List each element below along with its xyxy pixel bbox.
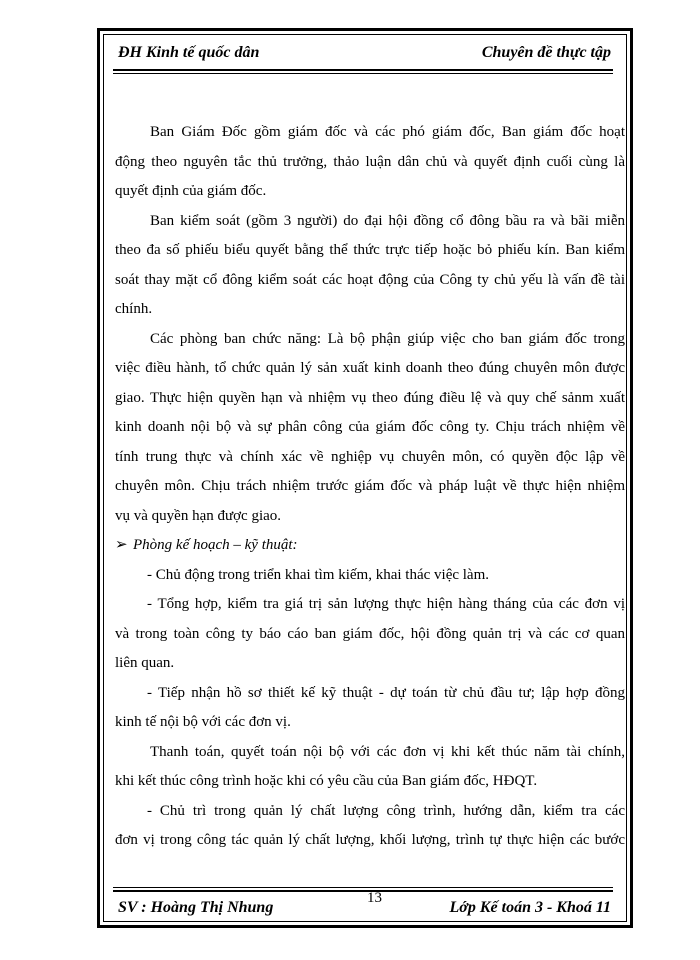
- text-line: liên quan.: [115, 655, 175, 671]
- text-line: chính.: [115, 301, 153, 317]
- text-line: Ban kiểm soát (gồm 3 người) do đại hội đồng cổ đông bầu ra và bãi miễn: [150, 212, 625, 229]
- text-line: giao. Thực hiện quyền hạn và nhiệm vụ theo đúng điều lệ và quy chế sảnm xuất: [115, 389, 625, 406]
- footer-rule-thin: [113, 887, 613, 888]
- text-line: tính trung thực và chính xác về nghiệp vụ chuyên môn, có quyền độc lập về: [115, 448, 625, 465]
- text-line: Thanh toán, quyết toán nội bộ với các đơn vị khi kết thúc năm tài chính,: [150, 743, 625, 760]
- text-line: kinh doanh nội bộ và sự phân công của giám đốc công ty. Chịu trách nhiệm về: [115, 419, 625, 435]
- footer-left: SV : Hoàng Thị Nhung: [118, 899, 274, 916]
- text-line: quyết định của giám đốc.: [115, 183, 267, 199]
- text-line: Ban Giám Đốc gồm giám đốc và các phó giám đốc, Ban giám đốc hoạt: [150, 124, 625, 140]
- page-number: 13: [367, 890, 382, 906]
- text-line: theo đa số phiếu biểu quyết bằng thể thức trực tiếp hoặc bỏ phiếu kín. Ban kiểm: [115, 242, 625, 258]
- text-line: vụ và quyền hạn được giao.: [115, 507, 282, 524]
- text-line: - Chủ trì trong quản lý chất lượng công trình, hướng dẫn, kiểm tra các: [147, 802, 625, 819]
- text-line: việc điều hành, tổ chức quản lý sản xuất kinh doanh theo đúng chuyên môn được: [115, 360, 625, 376]
- header-left: ĐH Kinh tế quốc dân: [118, 44, 260, 61]
- text-line: - Tiếp nhận hồ sơ thiết kế kỹ thuật - dự toán từ chủ đầu tư; lập hợp đồng: [147, 684, 625, 701]
- text-line: kinh tế nội bộ với các đơn vị.: [115, 714, 291, 730]
- header-rule-thin: [113, 73, 613, 74]
- text-line: - Chủ động trong triển khai tìm kiếm, khai thác việc làm.: [147, 566, 490, 583]
- text-line: soát thay mặt cổ đông kiểm soát các hoạt động của Công ty chủ yếu là vấn đề tài: [115, 271, 625, 288]
- arrow-bullet-icon: ➢: [115, 537, 128, 553]
- header-rule: [113, 69, 613, 71]
- text-line: động theo nguyên tắc thủ trưởng, thảo luận dân chủ và quyết định cuối cùng là: [115, 153, 625, 170]
- text-line: chuyên môn. Chịu trách nhiệm trước giám đốc và pháp luật về thực hiện nhiệm: [115, 478, 625, 494]
- text-line: và trong toàn công ty báo cáo ban giám đốc, hội đồng quản trị và các cơ quan: [115, 625, 625, 642]
- text-line: Các phòng ban chức năng: Là bộ phận giúp việc cho ban giám đốc trong: [150, 330, 625, 347]
- footer-rule: [113, 890, 613, 892]
- section-title: Phòng kế hoạch – kỹ thuật:: [133, 537, 298, 553]
- text-line: đơn vị trong công tác quản lý chất lượng, khối lượng, trình tự thực hiện các bước: [115, 832, 625, 848]
- footer-right: Lớp Kế toán 3 - Khoá 11: [449, 899, 611, 916]
- document-body: [115, 118, 625, 856]
- section-heading: [115, 531, 625, 561]
- header-right: Chuyên đề thực tập: [481, 44, 611, 61]
- text-line: - Tổng hợp, kiểm tra giá trị sản lượng thực hiện hàng tháng của các đơn vị: [147, 596, 625, 612]
- text-line: khi kết thúc công trình hoặc khi có yêu cầu của Ban giám đốc, HĐQT.: [115, 773, 538, 789]
